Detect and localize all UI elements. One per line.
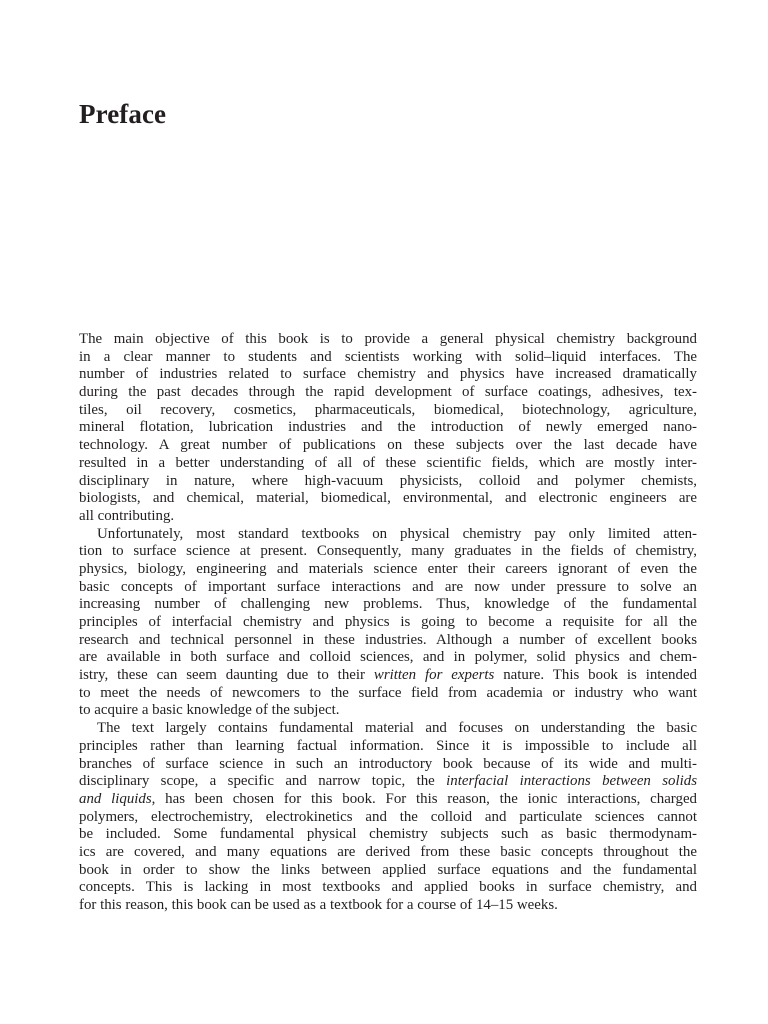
text-line: resulted in a better understanding of all of these scientific fields, which are mostly inter- [79, 454, 697, 471]
text-line: polymers, electrochemistry, electrokinetics and the colloid and particulate sciences cannot [79, 808, 697, 825]
text-line: are available in both surface and colloid sciences, and in polymer, solid physics and chem- [79, 649, 697, 666]
text-line: disciplinary in nature, where high-vacuum physicists, colloid and polymer chemists, [79, 472, 697, 489]
italic-phrase: and liquids [79, 790, 152, 807]
paragraph-3 [79, 720, 697, 915]
text-line: to meet the needs of newcomers to the surface field from academia or industry who want [79, 684, 697, 701]
text-line: tiles, oil recovery, cosmetics, pharmaceuticals, biomedical, biotechnology, agriculture, [79, 401, 697, 418]
text-line: book in order to show the links between applied surface equations and the fundamental [79, 861, 697, 878]
text-line: biologists, and chemical, material, biomedical, environmental, and electronic engineers are [79, 490, 697, 507]
text-line: be included. Some fundamental physical chemistry subjects such as basic thermodynam- [79, 826, 697, 843]
text-line: principles rather than learning factual information. Since it is impossible to include all [79, 737, 697, 754]
text-line: during the past decades through the rapid development of surface coatings, adhesives, tex- [79, 384, 697, 401]
text-segment: istry, these can seem daunting due to their [79, 667, 374, 684]
text-segment: disciplinary scope, a specific and narrow topic, the [79, 773, 447, 790]
text-line [79, 667, 697, 685]
text-line: The main objective of this book is to provide a general physical chemistry background [79, 331, 697, 347]
italic-phrase: written for experts [373, 667, 495, 684]
text-line: tion to surface science at present. Consequently, many graduates in the fields of chemistry, [79, 543, 697, 560]
paragraph-1 [79, 331, 697, 526]
text-line: increasing number of challenging new problems. Thus, knowledge of the fundamental [79, 596, 697, 613]
text-line: all contributing. [79, 507, 175, 524]
text-line: mineral flotation, lubrication industries and the introduction of newly emerged nano- [79, 419, 697, 436]
text-line [79, 773, 697, 791]
text-line: branches of surface science in such an introductory book because of its wide and multi- [79, 755, 697, 772]
text-line: concepts. This is lacking in most textbooks and applied books in surface chemistry, and [79, 879, 697, 896]
text-line: in a clear manner to students and scientists working with solid–liquid interfaces. The [79, 348, 697, 365]
text-line: technology. A great number of publications on these subjects over the last decade have [79, 437, 697, 454]
text-segment: , has been chosen for this book. For this reason, the ionic interactions, charged [151, 790, 697, 807]
text-line: principles of interfacial chemistry and physics is going to become a requisite for all the [79, 614, 697, 630]
text-line: number of industries related to surface chemistry and physics have increased dramatically [79, 366, 697, 383]
text-line: basic concepts of important surface interactions and are now under pressure to solve an [79, 578, 697, 595]
text-line: The text largely contains fundamental material and focuses on understanding the basic [97, 720, 697, 737]
text-line: physics, biology, engineering and materials science enter their careers ignorant of even the [79, 560, 697, 577]
italic-phrase: interfacial interactions between solids [446, 773, 697, 790]
text-line: for this reason, this book can be used as a textbook for a course of 14–15 weeks. [79, 897, 558, 913]
preface-body [79, 331, 697, 915]
text-line: ics are covered, and many equations are derived from these basic concepts throughout the [79, 843, 697, 860]
text-line: research and technical personnel in these industries. Although a number of excellent books [79, 631, 697, 648]
text-line: Unfortunately, most standard textbooks on physical chemistry pay only limited atten- [97, 525, 697, 542]
text-segment: nature. This book is intended [494, 667, 697, 684]
text-line: to acquire a basic knowledge of the subject. [79, 702, 340, 719]
text-line [79, 791, 697, 809]
paragraph-2 [79, 526, 697, 721]
page-title: Preface [79, 99, 167, 129]
